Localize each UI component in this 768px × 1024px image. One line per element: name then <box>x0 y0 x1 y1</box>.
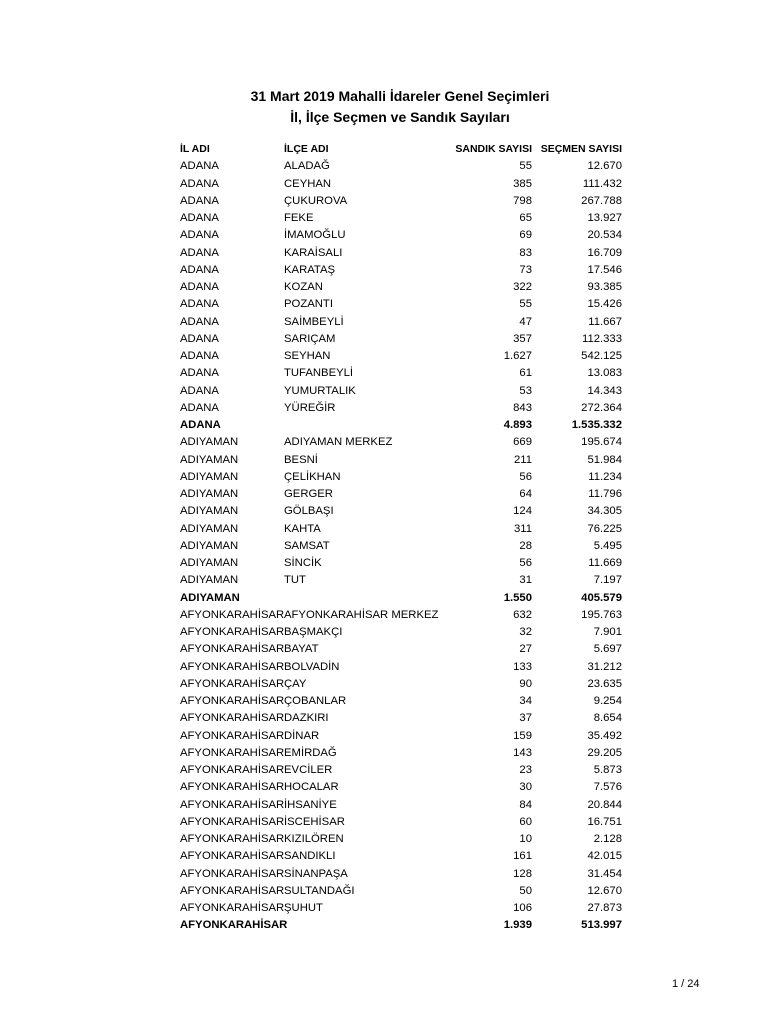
page-number: 1 / 24 <box>672 978 700 990</box>
ilce-cell: KOZAN <box>284 281 323 293</box>
ilce-cell: EMİRDAĞ <box>284 746 337 759</box>
sandik-cell: 133 <box>513 660 532 673</box>
sandik-cell: 65 <box>519 212 532 224</box>
table-row <box>180 486 625 503</box>
sandik-cell: 83 <box>519 246 532 259</box>
table-row <box>180 469 625 486</box>
ilce-cell: FEKE <box>284 212 314 224</box>
ilce-cell: CEYHAN <box>284 177 332 190</box>
secmen-cell: 12.670 <box>587 884 622 897</box>
il-cell: AFYONKARAHİSAR <box>180 902 285 914</box>
table-row <box>180 158 625 175</box>
il-cell: AFYONKARAHİSAR <box>180 919 288 932</box>
il-cell: ADANA <box>180 298 219 311</box>
table-row <box>180 452 625 469</box>
secmen-cell: 8.654 <box>593 712 622 725</box>
il-cell: ADANA <box>180 384 219 397</box>
table-total-row <box>180 590 625 607</box>
ilce-cell: SANDIKLI <box>284 850 336 863</box>
sandik-cell: 211 <box>513 453 532 466</box>
secmen-cell: 267.788 <box>581 194 622 207</box>
secmen-cell: 542.125 <box>581 350 622 362</box>
ilce-cell: SULTANDAĞI <box>284 884 355 897</box>
secmen-cell: 20.534 <box>587 229 622 242</box>
sandik-cell: 159 <box>513 729 532 742</box>
header-ilce-adi: İLÇE ADI <box>284 143 329 155</box>
il-cell: ADIYAMAN <box>180 436 239 449</box>
sandik-cell: 53 <box>519 384 532 397</box>
sandik-cell: 61 <box>519 367 532 380</box>
ilce-cell: TUFANBEYLİ <box>284 367 354 380</box>
table-row <box>180 676 625 693</box>
il-cell: ADANA <box>180 212 219 224</box>
voter-table <box>180 141 625 935</box>
ilce-cell: GÖLBAŞI <box>284 505 334 518</box>
ilce-cell: SEYHAN <box>284 350 331 362</box>
ilce-cell: GERGER <box>284 488 333 500</box>
sandik-cell: 128 <box>513 867 532 880</box>
il-cell: ADIYAMAN <box>180 574 239 587</box>
secmen-cell: 17.546 <box>587 263 622 276</box>
table-row <box>180 538 625 555</box>
ilce-cell: BOLVADİN <box>284 660 340 673</box>
il-cell: AFYONKARAHİSAR <box>180 729 285 742</box>
ilce-cell: ÇELİKHAN <box>284 470 341 483</box>
secmen-cell: 31.212 <box>587 660 622 673</box>
secmen-cell: 31.454 <box>587 867 622 880</box>
ilce-cell: BESNİ <box>284 453 318 466</box>
il-cell: ADANA <box>180 263 219 276</box>
ilce-cell: YÜREĞİR <box>284 401 336 414</box>
table-row <box>180 624 625 641</box>
document-title: 31 Mart 2019 Mahalli İdareler Genel Seçimleri <box>250 88 550 104</box>
il-cell: ADIYAMAN <box>180 488 239 500</box>
sandik-cell: 843 <box>513 401 532 414</box>
secmen-cell: 405.579 <box>581 591 622 604</box>
ilce-cell: SİNANPAŞA <box>284 867 348 880</box>
table-row <box>180 227 625 244</box>
table-row <box>180 866 625 883</box>
il-cell: AFYONKARAHİSAR <box>180 695 285 707</box>
sandik-cell: 385 <box>513 177 532 190</box>
il-cell: AFYONKARAHİSAR <box>180 798 285 811</box>
secmen-cell: 195.763 <box>581 608 622 621</box>
ilce-cell: SARIÇAM <box>284 332 336 345</box>
il-cell: ADANA <box>180 332 219 345</box>
table-row <box>180 762 625 779</box>
ilce-cell: KIZILÖREN <box>284 833 344 845</box>
ilce-cell: YUMURTALIK <box>284 384 356 397</box>
secmen-cell: 2.128 <box>593 833 622 845</box>
header-il-adi: İL ADI <box>180 143 210 155</box>
table-row <box>180 262 625 279</box>
table-row <box>180 848 625 865</box>
ilce-cell: POZANTI <box>284 298 333 311</box>
ilce-cell: SAİMBEYLİ <box>284 315 344 328</box>
secmen-cell: 20.844 <box>587 798 622 811</box>
secmen-cell: 11.234 <box>588 470 622 483</box>
sandik-cell: 798 <box>513 194 532 207</box>
ilce-cell: ŞUHUT <box>284 902 323 914</box>
table-total-row <box>180 417 625 434</box>
sandik-cell: 311 <box>513 522 532 535</box>
sandik-cell: 60 <box>519 815 532 828</box>
sandik-cell: 1.627 <box>503 350 532 362</box>
table-header <box>180 141 625 158</box>
table-row <box>180 521 625 538</box>
table-row <box>180 883 625 900</box>
sandik-cell: 90 <box>519 677 532 690</box>
ilce-cell: SİNCİK <box>284 557 322 569</box>
secmen-cell: 272.364 <box>581 401 622 414</box>
il-cell: ADANA <box>180 315 219 328</box>
secmen-cell: 51.984 <box>587 453 622 466</box>
sandik-cell: 322 <box>513 281 532 293</box>
secmen-cell: 9.254 <box>593 695 622 707</box>
sandik-cell: 23 <box>519 764 532 776</box>
secmen-cell: 93.385 <box>587 281 622 293</box>
il-cell: ADIYAMAN <box>180 522 239 535</box>
sandik-cell: 34 <box>519 695 532 707</box>
il-cell: AFYONKARAHİSAR <box>180 626 285 638</box>
il-cell: AFYONKARAHİSAR <box>180 660 285 673</box>
table-row <box>180 245 625 262</box>
il-cell: ADANA <box>180 160 219 173</box>
sandik-cell: 632 <box>513 608 532 621</box>
sandik-cell: 27 <box>519 643 532 656</box>
ilce-cell: KAHTA <box>284 522 321 535</box>
ilce-cell: ÇAY <box>284 677 307 690</box>
ilce-cell: ADIYAMAN MERKEZ <box>284 436 393 449</box>
ilce-cell: SAMSAT <box>284 539 330 552</box>
ilce-cell: BAŞMAKÇI <box>284 626 343 638</box>
il-cell: AFYONKARAHİSAR <box>180 833 285 845</box>
ilce-cell: İHSANİYE <box>284 798 337 811</box>
secmen-cell: 5.697 <box>593 643 622 656</box>
il-cell: ADANA <box>180 194 219 207</box>
sandik-cell: 50 <box>519 884 532 897</box>
table-row <box>180 400 625 417</box>
header-secmen-sayisi: SEÇMEN SAYISI <box>540 143 622 155</box>
sandik-cell: 143 <box>513 746 532 759</box>
il-cell: AFYONKARAHİSAR <box>180 608 285 621</box>
ilce-cell: İMAMOĞLU <box>284 229 346 242</box>
table-row <box>180 296 625 313</box>
il-cell: AFYONKARAHİSAR <box>180 867 285 880</box>
secmen-cell: 7.901 <box>593 626 622 638</box>
secmen-cell: 5.495 <box>593 539 622 552</box>
table-row <box>180 279 625 296</box>
table-row <box>180 831 625 848</box>
table-row <box>180 900 625 917</box>
ilce-cell: ÇUKUROVA <box>284 194 348 207</box>
secmen-cell: 513.997 <box>581 919 622 932</box>
secmen-cell: 34.305 <box>587 505 622 518</box>
ilce-cell: KARATAŞ <box>284 263 336 276</box>
sandik-cell: 31 <box>519 574 532 587</box>
secmen-cell: 42.015 <box>587 850 622 863</box>
sandik-cell: 32 <box>519 626 532 638</box>
il-cell: AFYONKARAHİSAR <box>180 677 285 690</box>
secmen-cell: 76.225 <box>587 522 622 535</box>
secmen-cell: 35.492 <box>587 729 622 742</box>
sandik-cell: 69 <box>519 229 532 242</box>
il-cell: ADANA <box>180 246 219 259</box>
il-cell: ADIYAMAN <box>180 505 239 518</box>
ilce-cell: KARAİSALI <box>284 246 343 259</box>
table-row <box>180 641 625 658</box>
table-row <box>180 745 625 762</box>
sandik-cell: 30 <box>519 781 532 794</box>
ilce-cell: AFYONKARAHİSAR MERKEZ <box>284 608 439 621</box>
il-cell: AFYONKARAHİSAR <box>180 746 285 759</box>
il-cell: ADIYAMAN <box>180 453 239 466</box>
secmen-cell: 5.873 <box>593 764 622 776</box>
table-body <box>180 158 625 934</box>
secmen-cell: 195.674 <box>581 436 622 449</box>
il-cell: ADANA <box>180 350 219 362</box>
table-row <box>180 797 625 814</box>
secmen-cell: 111.432 <box>582 177 622 190</box>
secmen-cell: 14.343 <box>587 384 622 397</box>
sandik-cell: 1.939 <box>503 919 532 932</box>
sandik-cell: 1.550 <box>503 591 532 604</box>
il-cell: ADIYAMAN <box>180 557 239 569</box>
ilce-cell: DİNAR <box>284 729 320 742</box>
table-row <box>180 331 625 348</box>
table-row <box>180 193 625 210</box>
secmen-cell: 7.576 <box>593 781 622 794</box>
secmen-cell: 16.709 <box>587 246 622 259</box>
secmen-cell: 23.635 <box>587 677 622 690</box>
table-row <box>180 659 625 676</box>
secmen-cell: 29.205 <box>587 746 622 759</box>
il-cell: ADANA <box>180 419 221 431</box>
il-cell: ADIYAMAN <box>180 470 239 483</box>
il-cell: AFYONKARAHİSAR <box>180 884 285 897</box>
table-row <box>180 348 625 365</box>
secmen-cell: 11.667 <box>588 315 622 328</box>
secmen-cell: 27.873 <box>587 902 622 914</box>
table-row <box>180 176 625 193</box>
il-cell: AFYONKARAHİSAR <box>180 764 285 776</box>
document-subtitle: İl, İlçe Seçmen ve Sandık Sayıları <box>290 109 510 125</box>
table-row <box>180 728 625 745</box>
table-row <box>180 555 625 572</box>
sandik-cell: 64 <box>519 488 532 500</box>
sandik-cell: 37 <box>519 712 532 725</box>
secmen-cell: 112.333 <box>582 332 622 345</box>
table-row <box>180 365 625 382</box>
sandik-cell: 669 <box>513 436 532 449</box>
sandik-cell: 56 <box>519 557 532 569</box>
table-row <box>180 607 625 624</box>
secmen-cell: 11.669 <box>588 557 622 569</box>
sandik-cell: 357 <box>513 332 532 345</box>
il-cell: ADANA <box>180 401 219 414</box>
table-row <box>180 383 625 400</box>
secmen-cell: 1.535.332 <box>571 419 622 431</box>
secmen-cell: 11.796 <box>588 488 622 500</box>
secmen-cell: 12.670 <box>587 160 622 173</box>
il-cell: AFYONKARAHİSAR <box>180 850 285 863</box>
il-cell: ADANA <box>180 177 219 190</box>
sandik-cell: 56 <box>519 470 532 483</box>
sandik-cell: 4.893 <box>503 419 532 431</box>
table-total-row <box>180 917 625 934</box>
sandik-cell: 106 <box>513 902 532 914</box>
ilce-cell: ÇOBANLAR <box>284 695 347 707</box>
sandik-cell: 47 <box>519 315 532 328</box>
il-cell: ADIYAMAN <box>180 591 240 604</box>
sandik-cell: 55 <box>519 298 532 311</box>
table-row <box>180 314 625 331</box>
table-row <box>180 693 625 710</box>
il-cell: AFYONKARAHİSAR <box>180 815 285 828</box>
il-cell: ADANA <box>180 281 219 293</box>
sandik-cell: 55 <box>519 160 532 173</box>
ilce-cell: TUT <box>284 574 306 587</box>
table-row <box>180 503 625 520</box>
sandik-cell: 161 <box>513 850 532 863</box>
sandik-cell: 73 <box>519 263 532 276</box>
table-row <box>180 710 625 727</box>
il-cell: ADANA <box>180 229 219 242</box>
ilce-cell: EVCİLER <box>284 764 333 776</box>
secmen-cell: 13.927 <box>587 212 622 224</box>
secmen-cell: 7.197 <box>593 574 622 587</box>
sandik-cell: 28 <box>519 539 532 552</box>
secmen-cell: 15.426 <box>587 298 622 311</box>
il-cell: ADANA <box>180 367 219 380</box>
secmen-cell: 13.083 <box>587 367 622 380</box>
ilce-cell: HOCALAR <box>284 781 339 794</box>
sandik-cell: 10 <box>519 833 532 845</box>
table-row <box>180 434 625 451</box>
ilce-cell: İSCEHİSAR <box>284 815 345 828</box>
il-cell: ADIYAMAN <box>180 539 239 552</box>
table-row <box>180 572 625 589</box>
table-row <box>180 814 625 831</box>
sandik-cell: 124 <box>513 505 532 518</box>
ilce-cell: ALADAĞ <box>284 160 330 173</box>
secmen-cell: 16.751 <box>587 815 622 828</box>
il-cell: AFYONKARAHİSAR <box>180 712 285 725</box>
ilce-cell: BAYAT <box>284 643 319 656</box>
header-sandik-sayisi: SANDIK SAYISI <box>455 143 532 155</box>
table-row <box>180 779 625 796</box>
sandik-cell: 84 <box>519 798 532 811</box>
ilce-cell: DAZKIRI <box>284 712 329 725</box>
il-cell: AFYONKARAHİSAR <box>180 781 285 794</box>
il-cell: AFYONKARAHİSAR <box>180 643 285 656</box>
table-row <box>180 210 625 227</box>
